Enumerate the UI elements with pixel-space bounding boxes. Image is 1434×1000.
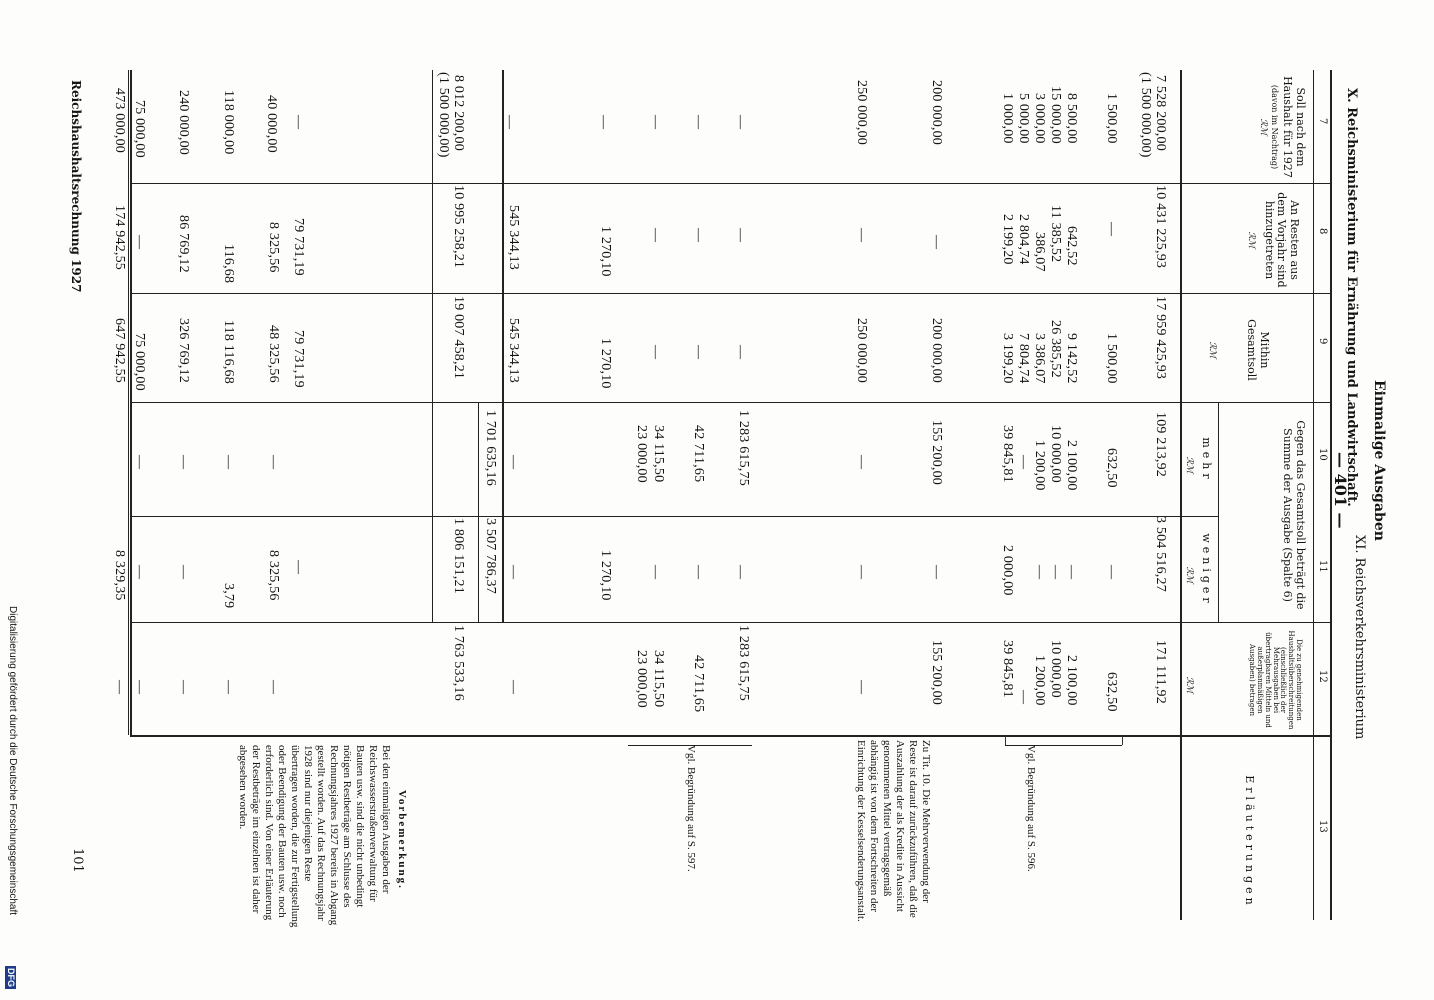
r18-c10: — xyxy=(176,455,191,470)
r3-c7: 8 500,00 xyxy=(1064,93,1079,144)
r16-c7: 40 000,00 xyxy=(264,95,279,153)
r5-c10: 1 200,00 xyxy=(1032,440,1047,491)
r10-c10: 1 283 615,75 xyxy=(736,410,751,486)
r19-c9: 75 000,00 xyxy=(132,333,147,391)
r13-c11: 1 270,10 xyxy=(598,550,613,601)
r9-c8: — xyxy=(854,228,869,243)
r10-c9: — xyxy=(733,345,748,360)
page-number-top: — 401 — xyxy=(1331,452,1350,529)
r1-c12: 171 111,92 xyxy=(1153,640,1168,704)
sum1-c12: 1 763 533,16 xyxy=(451,625,466,701)
r5-c11: — xyxy=(1032,565,1047,580)
r16-c9: 48 325,56 xyxy=(266,325,281,383)
sum2-c7: 473 000,00 xyxy=(112,88,127,153)
r12-c8: — xyxy=(648,228,663,243)
r3-c12: 2 100,00 xyxy=(1064,655,1079,706)
r17-c8: 116,68 xyxy=(221,244,236,284)
r17-c11: 3,79 xyxy=(221,583,236,609)
r9-c9: 250 000,00 xyxy=(854,318,869,383)
sum1-c7: 8 012 200,00 xyxy=(451,75,466,151)
r15-c8: 79 731,19 xyxy=(291,218,306,276)
page-number-bottom: 101 xyxy=(70,848,85,873)
r15-c7: — xyxy=(291,115,306,130)
ministry-title-xi: XI. Reichsverkehrsministerium xyxy=(1352,535,1367,740)
r7-c7: 1 000,00 xyxy=(1000,93,1015,144)
header-soll xyxy=(1257,75,1306,179)
r13-c8: 1 270,10 xyxy=(598,226,613,277)
r4-c10: 10 000,00 xyxy=(1048,425,1063,483)
footer-title: Reichshaushaltsrechnung 1927 xyxy=(69,80,83,293)
r1-c9: 17 959 425,93 xyxy=(1153,296,1168,380)
r18-c11: — xyxy=(176,565,191,580)
sum2-c9: 647 942,55 xyxy=(112,318,127,383)
r19-c10: — xyxy=(132,455,147,470)
r14-c10: — xyxy=(506,455,521,470)
r13-c10: 23 000,00 xyxy=(634,425,649,483)
r8-c10: 155 200,00 xyxy=(929,420,944,485)
r5-c9: 3 386,07 xyxy=(1032,333,1047,384)
sum1-inner-rule xyxy=(478,402,479,622)
r6-c9: 7 804,74 xyxy=(1016,333,1031,384)
sum2-c12: — xyxy=(112,680,127,695)
r14-c8: 545 344,13 xyxy=(506,205,521,270)
r16-c12: — xyxy=(266,680,281,695)
r3-c8: 642,52 xyxy=(1064,226,1079,266)
remark-ref-596: Vgl. Begründung auf S. 596. xyxy=(1025,745,1037,872)
r15-c9: 79 731,19 xyxy=(291,330,306,388)
col-rule-7-8 xyxy=(130,183,1330,184)
header-weniger-unit: ℛℳ xyxy=(1184,566,1194,584)
r2-c10: 632,50 xyxy=(1104,448,1119,488)
r10-c11: — xyxy=(733,565,748,580)
r3-c11: — xyxy=(1064,565,1079,580)
r18-c12: — xyxy=(176,680,191,695)
header-ueberschreitungen: Die zu genehmigenden Haushaltsüberschreitungen (einschließlich der Mehrausgaben bei übertragbaren Mitteln und außerplanmäßigen Ausgaben) betragen xyxy=(1248,630,1303,730)
col-rule-9-10 xyxy=(130,402,1330,403)
vorbemerkung-text: Bei den einmaligen Ausgaben der Reichswasserstraßenverwaltung für Bauten usw. sind die nicht unbedingt nötigen Restbeträge am Schlusse des Rechnungsjahres 1927 bereits in Abgang gestellt worden. Auf das Rechnungsjahr 1928 sind nur diejenigen Reste übertragen worden, die zur Fertigstellung oder Beendigung der Bauten usw. noch erforderlich sind. Von einer Erläuterung der Restbeträge im einzelnen ist daher abgesehen worden. xyxy=(237,745,392,928)
mehr-weniger-rule xyxy=(1218,402,1219,622)
vorbemerkung-title: Vorbemerkung. xyxy=(396,790,408,890)
r11-c12: 42 711,65 xyxy=(691,655,706,713)
r7-c9: 3 199,20 xyxy=(1000,333,1015,384)
col-number-13: 13 xyxy=(1317,820,1328,833)
header-mehr: mehr xyxy=(1200,437,1213,483)
r9-c11: — xyxy=(854,565,869,580)
r6-c11: 2 000,00 xyxy=(1000,545,1015,596)
col-number-7: 7 xyxy=(1317,118,1328,125)
r11-c10: 42 711,65 xyxy=(691,425,706,483)
header-bottom-rule xyxy=(1180,70,1182,920)
bracket-596-stem xyxy=(1005,745,1122,746)
r18-c7: 240 000,00 xyxy=(176,90,191,155)
sum1-c8: 10 995 258,21 xyxy=(451,185,466,269)
r2-c9: 1 500,00 xyxy=(1104,333,1119,384)
remark-ref-597: Vgl. Begründung auf S. 597. xyxy=(685,745,697,872)
r19-c8: — xyxy=(132,235,147,250)
digitization-credit: Digitalisierung gefördert durch die Deutsche Forschungsgemeinschaft xyxy=(7,606,18,916)
col-rule-8-9 xyxy=(130,293,1330,294)
r14-c9: 545 344,13 xyxy=(506,318,521,383)
header-gegen-gesamtsoll: Gegen das Gesamtsoll beträgt die Summe der Ausgabe (Spalte 6) xyxy=(1281,420,1307,610)
r9-c7: 250 000,00 xyxy=(854,80,869,145)
r3-c9: 9 142,52 xyxy=(1064,333,1079,384)
r5-c12: 1 200,00 xyxy=(1032,655,1047,706)
r8-c8: — xyxy=(929,235,944,250)
header-gesamtsoll-text: Mithin Gesamtsoll xyxy=(1245,319,1271,381)
r1-c7-nachtrag: (1 500 000,00) xyxy=(1138,72,1153,158)
r5-c7: 3 000,00 xyxy=(1032,93,1047,144)
sum1-c10: 1 701 635,16 xyxy=(483,410,498,486)
r12-c9: — xyxy=(648,345,663,360)
r12-c7: — xyxy=(648,115,663,130)
r16-c8: 8 325,56 xyxy=(266,222,281,273)
r3-c10: 2 100,00 xyxy=(1064,440,1079,491)
r11-c9: — xyxy=(691,345,706,360)
r4-c11: — xyxy=(1048,565,1063,580)
col-number-8: 8 xyxy=(1317,228,1328,235)
r11-c7: — xyxy=(691,115,706,130)
sum1-c7-nachtrag: (1 500 000,00) xyxy=(436,72,451,158)
r14-c12: — xyxy=(506,680,521,695)
r14-c7: — xyxy=(502,115,517,130)
header-weniger: weniger xyxy=(1200,533,1213,607)
sum1-bottom-rule xyxy=(432,70,433,622)
r16-c10: — xyxy=(266,455,281,470)
r10-c7: — xyxy=(733,115,748,130)
r10-c12: 1 283 615,75 xyxy=(736,625,751,701)
r2-c8: — xyxy=(1104,222,1119,237)
section-title: Einmalige Ausgaben xyxy=(1371,380,1387,541)
r5-c8: 386,07 xyxy=(1032,232,1047,272)
r7-c8: 2 199,20 xyxy=(1000,214,1015,265)
r12-c12: 34 115,50 xyxy=(651,650,666,708)
header-erlaeuterungen: Erläuterungen xyxy=(1243,775,1256,909)
r17-c12: — xyxy=(221,680,236,695)
r2-c12: 632,50 xyxy=(1104,672,1119,712)
r1-c7: 7 528 200,00 xyxy=(1153,75,1168,151)
r6-c10: — xyxy=(1016,455,1031,470)
col-number-9: 9 xyxy=(1317,338,1328,345)
col-number-10: 10 xyxy=(1317,448,1328,461)
r1-c8: 10 431 225,93 xyxy=(1153,185,1168,269)
header-gesamtsoll xyxy=(1206,300,1270,400)
r17-c9: 118 116,68 xyxy=(221,320,236,384)
r1-c10: 109 213,92 xyxy=(1153,412,1168,477)
r4-c8: 11 385,52 xyxy=(1048,205,1063,263)
r8-c9: 200 000,00 xyxy=(929,318,944,383)
r8-c11: — xyxy=(929,565,944,580)
r8-c12: 155 200,00 xyxy=(929,640,944,705)
r15-c11: — xyxy=(291,560,306,575)
r4-c9: 26 385,52 xyxy=(1048,320,1063,378)
sum2-c11: 8 329,35 xyxy=(112,550,127,601)
r8-c7: 200 000,00 xyxy=(929,80,944,145)
r7-c12: 39 845,81 xyxy=(1000,640,1015,698)
r18-c9: 326 769,12 xyxy=(176,318,191,383)
col-rule-10-11 xyxy=(130,516,1218,517)
r2-c11: — xyxy=(1104,565,1119,580)
dfg-logo: DFG xyxy=(6,968,16,987)
col-rule-11-12 xyxy=(130,622,1330,623)
r2-c7: 1 500,00 xyxy=(1104,93,1119,144)
table-top-rule xyxy=(1330,70,1332,920)
r9-c12: — xyxy=(854,680,869,695)
column-number-rule xyxy=(1313,70,1314,920)
sum1-c11-net: 1 806 151,21 xyxy=(451,518,466,594)
col-number-11: 11 xyxy=(1317,560,1328,573)
r1-c11: 3 504 516,27 xyxy=(1153,516,1168,592)
r13-c7: — xyxy=(596,115,611,130)
r7-c10: 39 845,81 xyxy=(1000,425,1015,483)
r12-c11: — xyxy=(648,565,663,580)
r17-c10: — xyxy=(221,455,236,470)
r14-c11: — xyxy=(506,565,521,580)
r12-c10: 34 115,50 xyxy=(651,425,666,483)
header-soll-sub: (davon im Nachtrag) xyxy=(1269,84,1279,170)
col-rule-12-13 xyxy=(130,735,1330,737)
r13-c12: 23 000,00 xyxy=(634,650,649,708)
r10-c8: — xyxy=(733,228,748,243)
r6-c7: 5 000,00 xyxy=(1016,93,1031,144)
r18-c8: 86 769,12 xyxy=(176,215,191,273)
r19-c7: 75 000,00 xyxy=(132,100,147,158)
bracket-596-bottom xyxy=(1005,735,1006,745)
sum2-c8: 174 942,55 xyxy=(112,205,127,270)
header-gesamtsoll-unit: ℛℳ xyxy=(1206,341,1217,359)
sum1-c11: 3 507 786,37 xyxy=(483,518,498,594)
header-mehr-unit: ℛℳ xyxy=(1184,456,1194,474)
col-number-12: 12 xyxy=(1317,670,1328,683)
header-soll-text: Soll nach dem Haushalt für 1927 xyxy=(1281,76,1307,178)
header-reste-text: An Resten aus dem Vorjahr sind hinzugetreten xyxy=(1262,192,1301,288)
sum1-rule xyxy=(502,70,504,622)
r11-c11: — xyxy=(691,565,706,580)
sum1-c9: 19 007 458,21 xyxy=(451,296,466,380)
remark-tit10: Zu Tit. 10. Die Mehrverwendung der Reste ist darauf zurückzuführen, daß die Auszahlung der als Kredite in Aussicht genommenen Mittel vertragsgemäß abhängig ist von dem Fortschreiten der Einrichtung der Kesselsenderungsanstalt. xyxy=(855,740,932,922)
bracket-596-top xyxy=(1122,735,1123,745)
header-reste-unit: ℛℳ xyxy=(1246,231,1257,249)
r9-c10: — xyxy=(854,455,869,470)
r13-c9: 1 270,10 xyxy=(598,338,613,389)
header-reste xyxy=(1246,190,1300,290)
r19-c11: — xyxy=(132,565,147,580)
sum2-rule xyxy=(128,70,129,735)
r17-c7: 118 000,00 xyxy=(221,90,236,155)
header-ueberschreitungen-unit: ℛℳ xyxy=(1184,676,1194,694)
r16-c11: 8 325,56 xyxy=(266,550,281,601)
r6-c8: 2 804,74 xyxy=(1016,214,1031,265)
header-soll-unit: ℛℳ xyxy=(1257,118,1268,136)
ministry-title-x: X. Reichsministerium für Ernährung und Landwirtschaft. xyxy=(1344,88,1359,507)
r19-c12: — xyxy=(132,680,147,695)
r11-c8: — xyxy=(691,228,706,243)
r6-c12: — xyxy=(1016,690,1031,705)
r4-c7: 15 000,00 xyxy=(1048,86,1063,144)
r4-c12: 10 000,00 xyxy=(1048,640,1063,698)
